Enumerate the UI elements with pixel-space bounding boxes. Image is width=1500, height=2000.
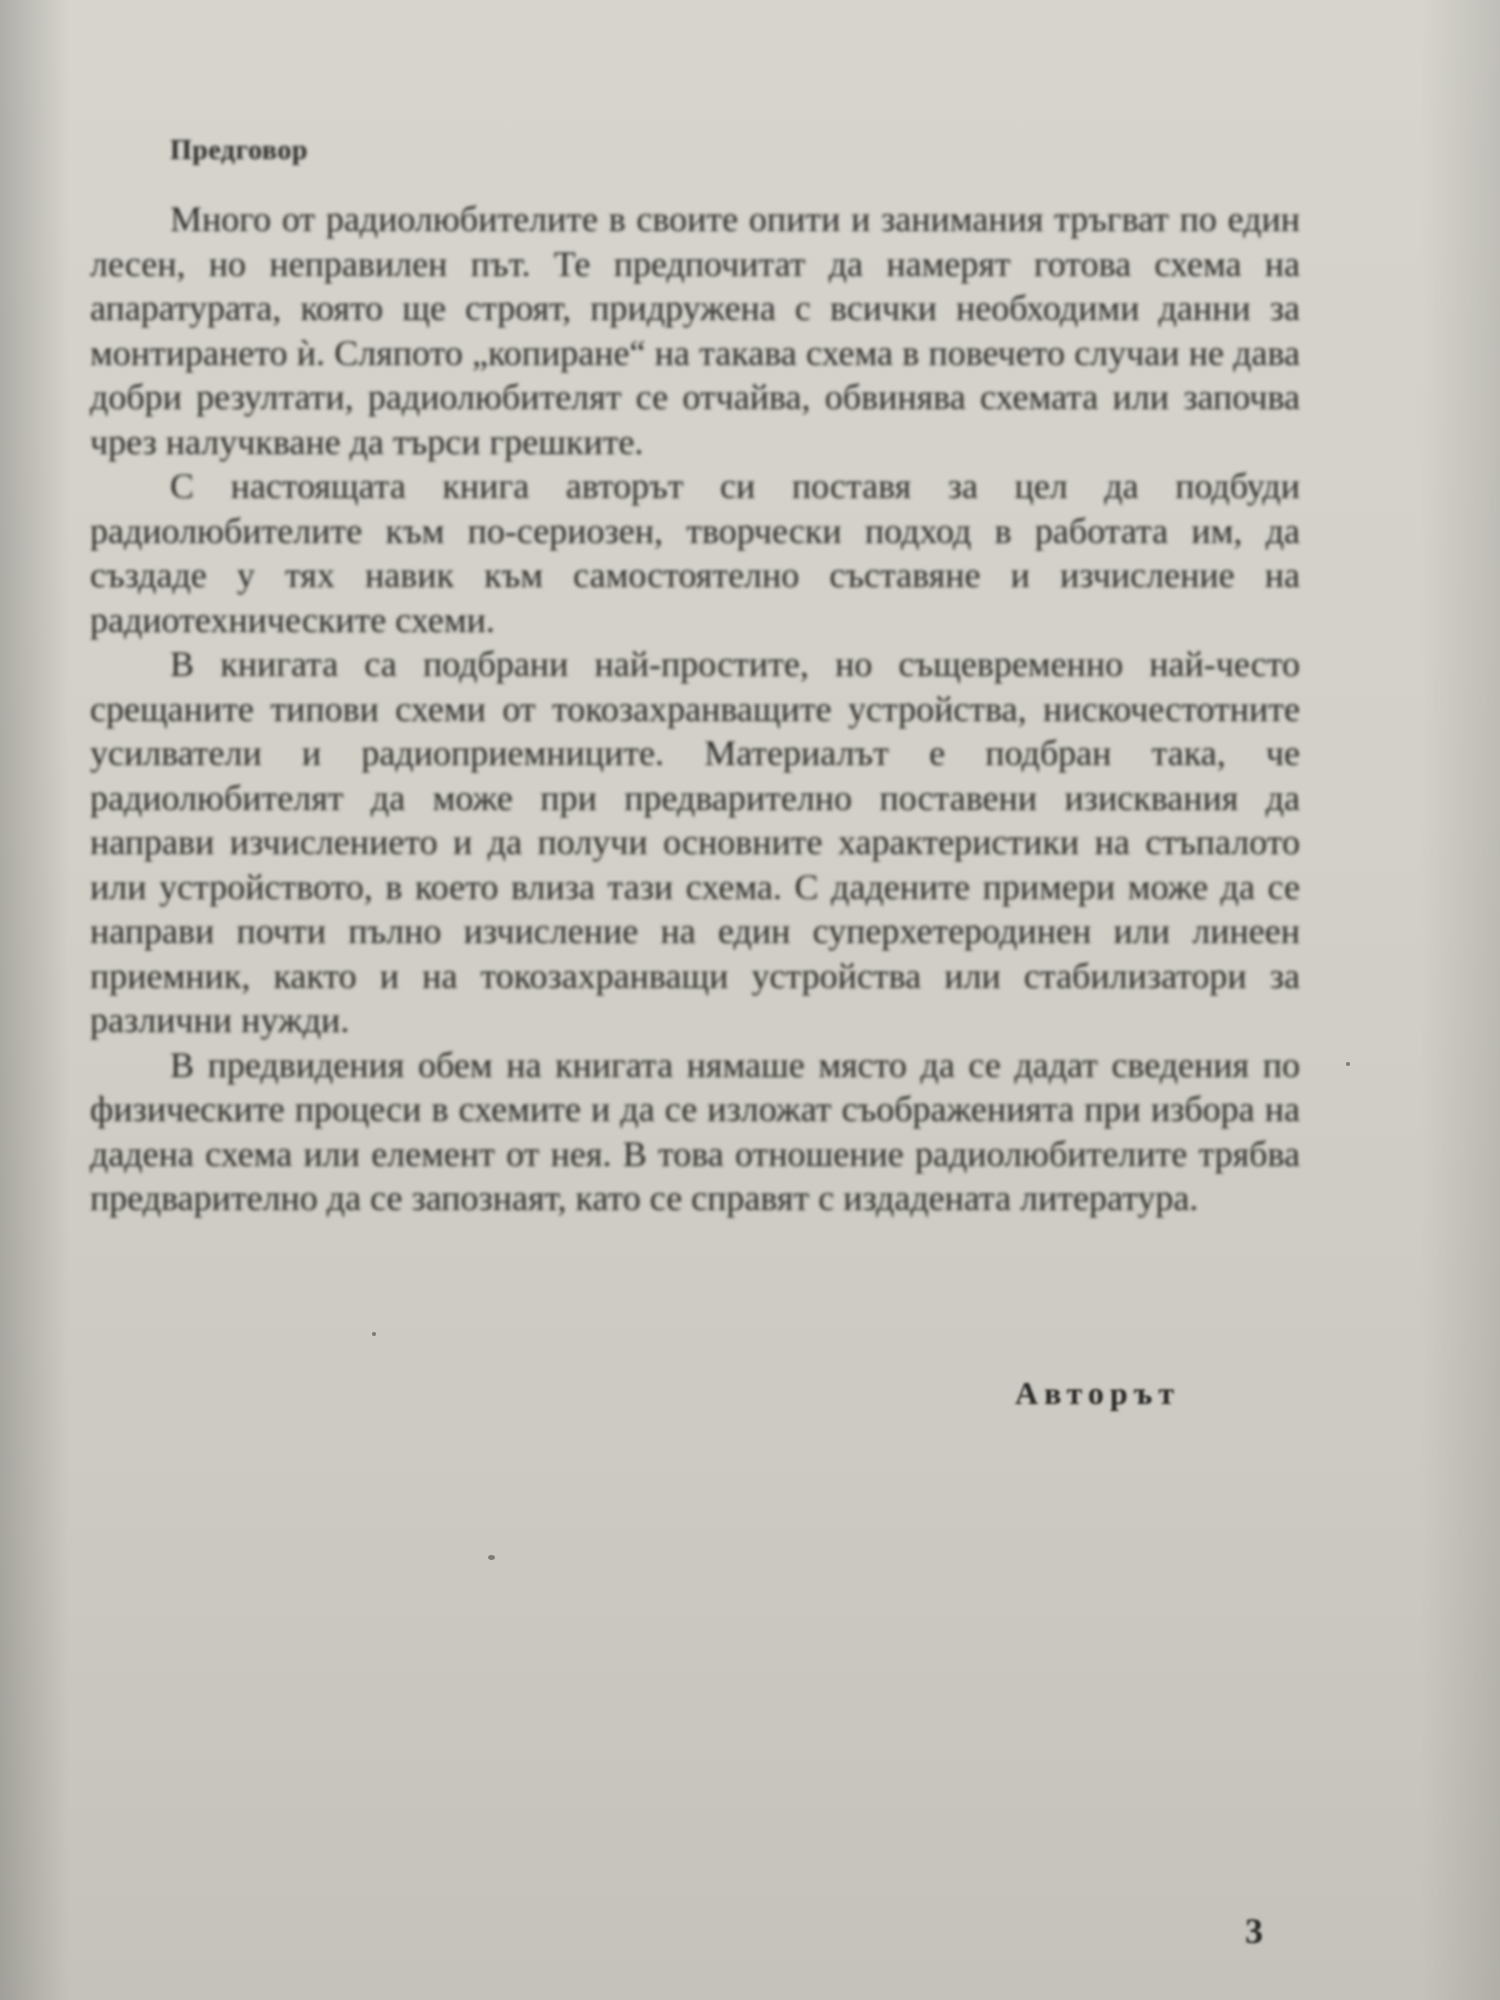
paragraph-3: В книгата са подбрани най-простите, но същевременно най-често срещаните типови схеми от токозахранващите устройства, нискочестотните усилватели и радиоприемниците. Материалът е подбран така, че радиолюбителят да може при предварително поставени изисквания да направи изчислението и да получи основните характеристики на стъпалото или устройството, в което влиза тази схема. С дадените примери може да се направи почти пълно изчисление на един суперхетеродинен или линеен приемник, както и на токозахранващи устройства или стабилизатори за различни нужди. <box>90 644 1300 1040</box>
paper-speck <box>1346 1062 1350 1066</box>
paper-speck <box>372 1332 376 1336</box>
page-heading: Предговор <box>170 135 308 166</box>
page-number: 3 <box>1245 1911 1263 1951</box>
paragraph-2: С настоящата книга авторът си поставя за цел да подбуди радиолюбителите към по-сериозен, творчески подход в работата им, да създаде у тях навик към самостоятелно съставяне и изчисление на радиотехническите схеми. <box>90 466 1300 640</box>
paragraph-4: В предвидения обем на книгата нямаше място да се дадат сведения по физичеcките процеси в схемите и да се изложат съображенията при избора на дадена схема или елемент от нея. В това отношение радиолюбителите трябва предварително да се запознаят, като се справят с издадената литература. <box>90 1044 1300 1218</box>
paragraph-1: Много от радиолюбителите в своите опити и занимания тръгват по един лесен, но неправилен път. Те предпочитат да намерят готова схема на апаратурата, която ще строят, придружена с всички необходими данни за монтирането ѝ. Сляпото „копиране“ на такава схема в повечето случаи не дава добри резултати, радиолюбителят се отчайва, обвинява схемата или започва чрез налучкване да търси грешките. <box>90 199 1300 462</box>
body-text <box>90 135 1300 1221</box>
author-signature: Авторът <box>1015 1375 1181 1411</box>
page-edge-shadow <box>1420 0 1500 2000</box>
page-gutter-shadow <box>0 0 70 2000</box>
paper-speck <box>488 1555 495 1560</box>
